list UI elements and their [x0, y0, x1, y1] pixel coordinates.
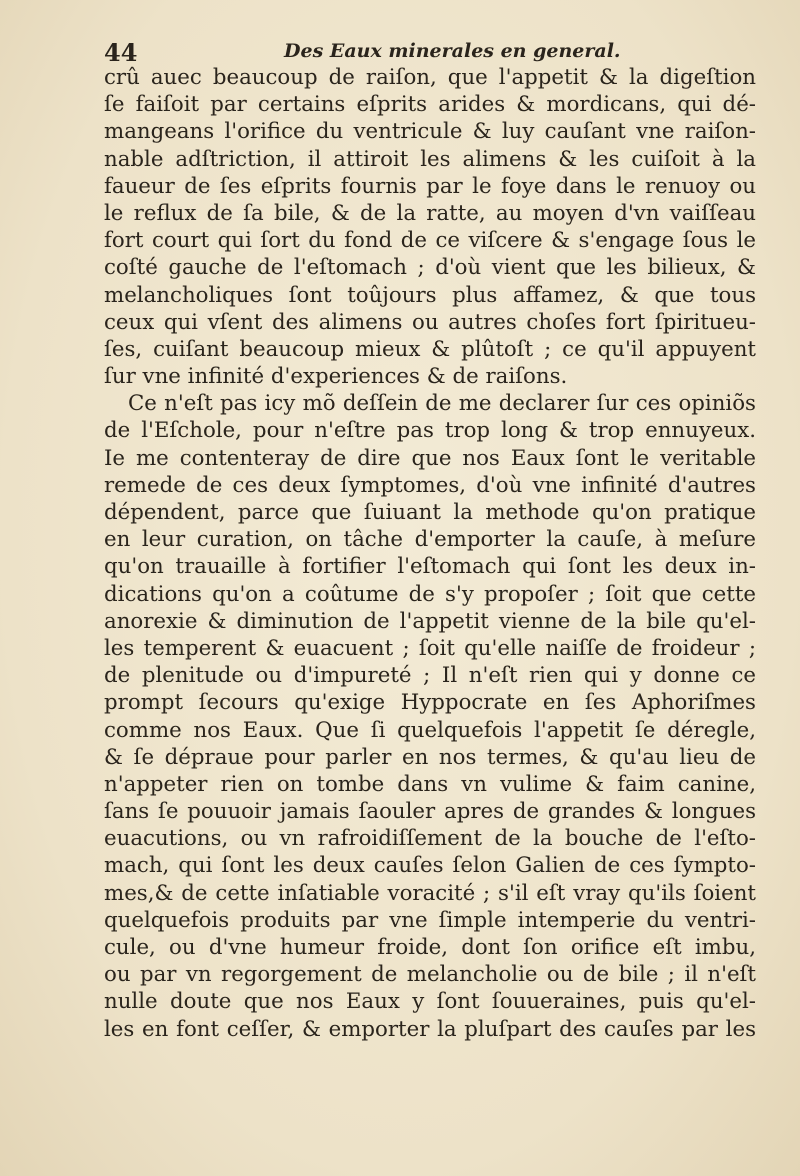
text-line: Ie me contenteray de dire que nos Eaux ſont le veritable	[104, 445, 756, 471]
body-text	[104, 64, 756, 1043]
text-line: n'appeter rien on tombe dans vn vulime & faim canine,	[104, 771, 756, 797]
text-line: prompt ſecours qu'exige Hyppocrate en ſes Aphoriſmes	[104, 690, 756, 716]
text-line: dications qu'on a coûtume de s'y propoſer ; ſoit que cette	[104, 581, 756, 607]
text-line: cule, ou d'vne humeur froide, dont ſon orifice eſt imbu,	[104, 935, 756, 960]
text-line: remede de ces deux ſymptomes, d'où vne infinité d'autres	[104, 472, 756, 498]
text-line: le reflux de ſa bile, & de la ratte, au moyen d'vn vaiſſeau	[104, 200, 756, 226]
text-line: dépendent, parce que ſuiuant la methode qu'on pratique	[104, 500, 756, 525]
running-head: Des Eaux minerales en general.	[284, 40, 621, 62]
text-line: mangeans l'orifice du ventricule & luy cauſant vne raiſon-	[104, 119, 756, 145]
text-line: fort court qui ſort du fond de ce viſcere & s'engage ſous le	[104, 228, 756, 254]
text-line: ſans ſe pouuoir jamais ſaouler apres de grandes & longues	[104, 799, 756, 825]
text-line: euacutions, ou vn rafroidiſſement de la bouche de l'eſto-	[104, 826, 756, 852]
text-line: ſur vne infinité d'experiences & de raiſons.	[104, 364, 568, 390]
text-line: ceux qui vſent des alimens ou autres choſes fort ſpiritueu-	[104, 309, 756, 335]
text-line: en leur curation, on tâche d'emporter la cauſe, à meſure	[104, 527, 756, 553]
text-line: les en font ceſſer, & emporter la pluſpart des cauſes par les	[104, 1016, 756, 1042]
text-line: nulle doute que nos Eaux y ſont ſouueraines, puis qu'el-	[104, 989, 756, 1015]
text-line: ſe faiſoit par certains eſprits arides & mordicans, qui dé-	[104, 92, 756, 118]
text-line: ou par vn regorgement de melancholie ou de bile ; il n'eſt	[104, 962, 756, 988]
text-line: nable adſtriction, il attiroit les alimens & les cuiſoit à la	[104, 146, 756, 172]
text-line: faueur de ſes eſprits fournis par le foye dans le renuoy ou	[104, 173, 756, 199]
text-line: Ce n'eſt pas icy mõ deſſein de me declarer ſur ces opiniõs	[128, 391, 756, 417]
text-line: melancholiques ſont toûjours plus affamez, & que tous	[104, 282, 756, 308]
text-line: comme nos Eaux. Que ſi quelquefois l'appetit ſe déregle,	[104, 717, 756, 743]
text-line: de plenitude ou d'impureté ; Il n'eſt rien qui y donne ce	[104, 663, 756, 689]
text-line: ſes, cuiſant beaucoup mieux & plûtoſt ; ce qu'il appuyent	[104, 336, 756, 362]
paragraph	[104, 390, 756, 1043]
text-line: quelquefois produits par vne ſimple intemperie du ventri-	[104, 907, 756, 933]
text-line: mes,& de cette inſatiable voracité ; s'il eſt vray qu'ils ſoient	[104, 880, 756, 906]
page-number: 44	[104, 38, 138, 67]
text-line: anorexie & diminution de l'appetit vienne de la bile qu'el-	[104, 608, 756, 634]
page-header	[104, 38, 764, 67]
paragraph	[104, 64, 756, 390]
text-line: les temperent & euacuent ; ſoit qu'elle naiſſe de froideur ;	[104, 635, 756, 661]
text-line: & ſe dépraue pour parler en nos termes, & qu'au lieu de	[104, 744, 756, 770]
text-line: de l'Eſchole, pour n'eſtre pas trop long & trop ennuyeux.	[104, 418, 756, 444]
text-line: coſté gauche de l'eſtomach ; d'où vient que les bilieux, &	[104, 255, 756, 281]
text-line: mach, qui ſont les deux cauſes ſelon Galien de ces ſympto-	[104, 853, 756, 879]
text-line: crû auec beaucoup de raiſon, que l'appetit & la digeſtion	[104, 65, 756, 90]
text-line: qu'on trauaille à fortifier l'eſtomach qui ſont les deux in-	[104, 554, 756, 580]
